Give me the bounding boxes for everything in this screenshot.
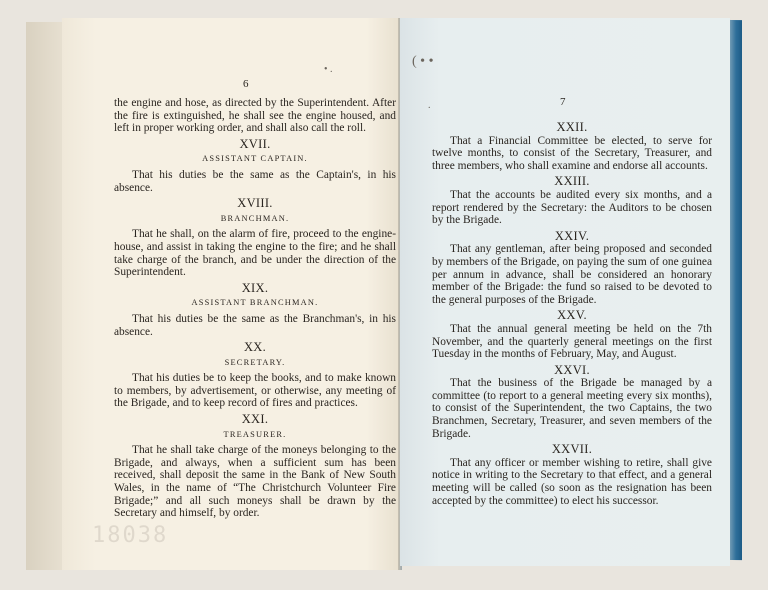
section-number: XXV. (557, 308, 587, 323)
right-column (432, 118, 712, 507)
ink-speck: ( • • (412, 54, 434, 69)
section-text: That the accounts be audited every six months, and a report rendered by the Secretary: the Auditors to be chosen by the Brigade. (432, 188, 712, 227)
section-number: XIX. (241, 280, 269, 295)
section-text: That the annual general meeting be held on the 7th November, and the quarterly general meetings on the first Tuesday in the months of February, May, and August. (432, 322, 712, 361)
section-number: XXII. (556, 120, 588, 134)
section-text: That his duties be to keep the books, and to make known to members, by advertisement, or otherwise, any meeting of the Brigade, and to keep record of fires and practices. (114, 372, 396, 410)
section-title: ASSISTANT BRANCHMAN. (191, 298, 319, 308)
left-column (114, 97, 396, 520)
section-title: ASSISTANT CAPTAIN. (202, 154, 308, 164)
section-title: TREASURER. (223, 429, 287, 439)
section-text: That a Financial Committee be elected, to serve for twelve months, to consist of the Secretary, Treasurer, and three members, who shall examine and endorse all accounts. (432, 134, 712, 172)
section-number: XVIII. (237, 196, 273, 211)
section-title: BRANCHMAN. (220, 213, 290, 223)
page-number: 6 (243, 78, 249, 90)
section-text: That his duties be the same as the Captain's, in his absence. (114, 168, 396, 194)
section-number: XXVII. (551, 442, 593, 457)
faded-stamp: 18038 (92, 523, 169, 548)
section-number: XX. (243, 340, 267, 355)
section-number: XVII. (239, 136, 271, 151)
section-text: That any officer or member wishing to retire, shall give notice in writing to the Secretary to that effect, and a general meeting will be called (so soon as the resignation has been accepted by the committee) to elect his successor. (432, 456, 712, 507)
section-number: XXI. (241, 412, 269, 427)
section-number: XXIV. (554, 228, 590, 243)
section-number: XXVI. (554, 362, 590, 377)
section-text: That he shall take charge of the moneys belonging to the Brigade, and always, when a sufficient sum has been received, shall deposit the same in the Bank of New South Wales, in the name of “The Christchurch Volunteer Fire Brigade;” and all such moneys shall be drawn by the Secretary and himself, by order. (114, 444, 396, 520)
section-text: That his duties be the same as the Branchman's, in his absence. (114, 312, 396, 338)
section-text: That he shall, on the alarm of fire, proceed to the engine-house, and assist in taking the engine to the fire; and he shall take charge of the branch, and be under the direction of the Superintendent. (114, 228, 396, 279)
section-title: SECRETARY. (224, 357, 286, 367)
left-page (62, 18, 400, 570)
ink-speck: • . (324, 64, 333, 75)
page-number: 7 (560, 96, 566, 108)
intro-paragraph: the engine and hose, as directed by the Superintendent. After the fire is extinguished, he shall see the engine housed, and left in proper working order, and shall also call the roll. (114, 97, 396, 135)
ink-speck: . (428, 100, 431, 111)
right-page (400, 18, 730, 566)
section-text: That the business of the Brigade be managed by a committee (to report to a general meeting every six months), to consist of the Superintendent, the two Captains, the two Branchmen, Secretary, Treasurer, and seven members of the Brigade. (432, 377, 712, 440)
section-text: That any gentleman, after being proposed and seconded by members of the Brigade, on paying the sum of one guinea per annum in advance, shall be considered an honorary member of the Brigade: the fund so raised to be devoted to the general purposes of the Brigade. (432, 243, 712, 306)
book-edge-left (26, 22, 66, 570)
section-number: XXIII. (554, 174, 590, 189)
